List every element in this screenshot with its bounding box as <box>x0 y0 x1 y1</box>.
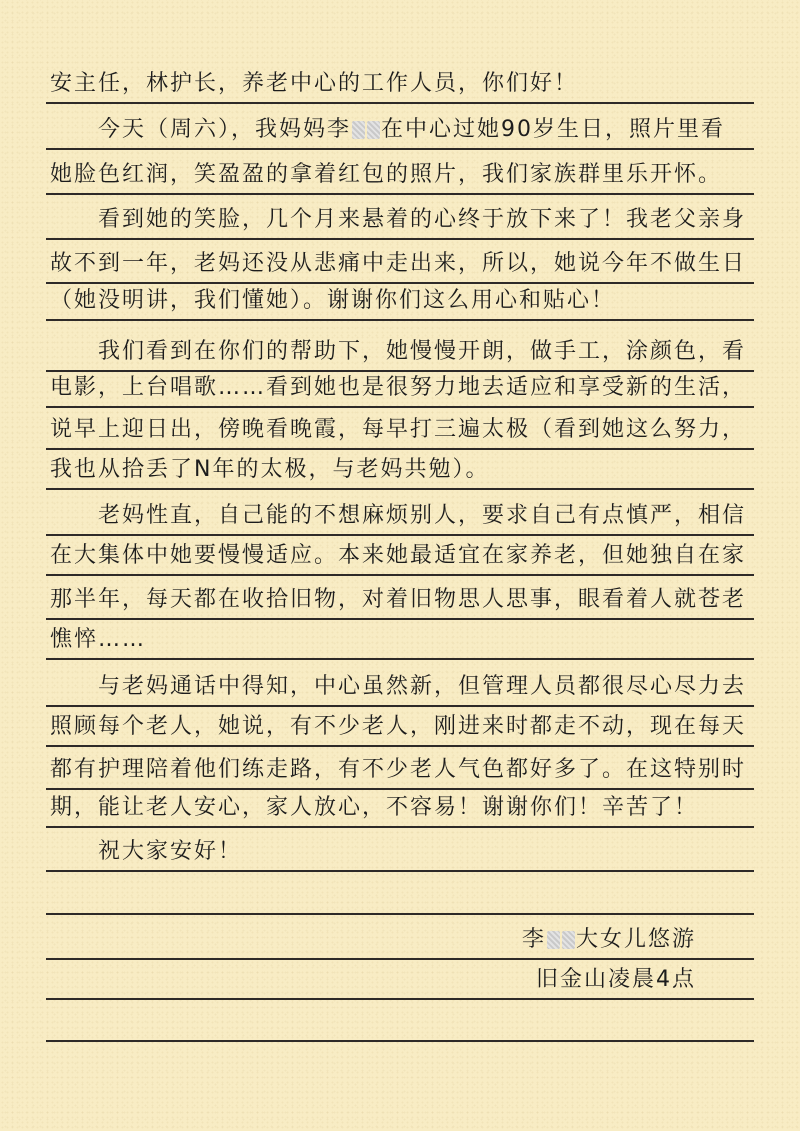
signature <box>522 927 696 953</box>
letter-line <box>46 830 754 872</box>
letter-line-blank <box>46 1000 754 1042</box>
line-text-before: 今天（周六），我妈妈李 <box>98 117 352 142</box>
letter-line <box>46 408 754 450</box>
line-text: 老妈性直，自己能的不想麻烦别人，要求自己有点慎严，相信 <box>98 503 747 528</box>
redacted-name-mark <box>547 931 560 949</box>
letter-line <box>46 618 754 660</box>
line-text: 说早上迎日出，傍晚看晚霞，每早打三遍太极（看到她这么努力， <box>50 417 747 442</box>
letter-line <box>46 242 754 284</box>
letter-line <box>46 786 754 828</box>
closing-wish: 祝大家安好！ <box>98 839 243 864</box>
redacted-name-mark <box>352 121 365 139</box>
greeting: 安主任，林护长，养老中心的工作人员，你们好！ <box>50 71 579 96</box>
letter-line <box>46 918 754 960</box>
line-text <box>98 117 725 143</box>
place-and-time: 旧金山凌晨4点 <box>536 967 696 992</box>
line-text: 看到她的笑脸，几个月来悬着的心终于放下来了！我老父亲身 <box>98 207 747 232</box>
letter-line <box>46 748 754 790</box>
letter-line <box>46 153 754 195</box>
line-text: 与老妈通话中得知，中心虽然新，但管理人员都很尽心尽力去 <box>98 674 747 699</box>
signature-after: 大女儿悠游 <box>576 927 697 952</box>
letter-line <box>46 665 754 707</box>
redacted-name-mark <box>367 121 380 139</box>
letter-line <box>46 578 754 620</box>
line-text: 在大集体中她要慢慢适应。本来她最适宜在家养老，但她独自在家 <box>50 543 747 568</box>
line-text: 那半年，每天都在收拾旧物，对着旧物思人思事，眼看着人就苍老 <box>50 587 747 612</box>
letter-line <box>46 198 754 240</box>
letter-line <box>46 494 754 536</box>
signature-before: 李 <box>522 927 547 952</box>
redacted-name-mark <box>562 931 575 949</box>
letter-line <box>46 534 754 576</box>
line-text: 照顾每个老人，她说，有不少老人，刚进来时都走不动，现在每天 <box>50 714 747 739</box>
line-text: 她脸色红润，笑盈盈的拿着红包的照片，我们家族群里乐开怀。 <box>50 162 723 187</box>
letter-line <box>46 448 754 490</box>
line-text: （她没明讲，我们懂她）。谢谢你们这么用心和贴心！ <box>50 288 616 313</box>
line-text: 期，能让老人安心，家人放心，不容易！谢谢你们！辛苦了！ <box>50 795 699 820</box>
line-text: 我也从拾丢了N年的太极，与老妈共勉）。 <box>50 457 490 482</box>
letter-line <box>46 62 754 104</box>
line-text: 我们看到在你们的帮助下，她慢慢开朗，做手工，涂颜色，看 <box>98 339 747 364</box>
line-text: 电影，上台唱歌……看到她也是很努力地去适应和享受新的生活， <box>50 375 747 400</box>
letter-line <box>46 366 754 408</box>
letter-line <box>46 958 754 1000</box>
letter-line <box>46 108 754 150</box>
line-text-after: 在中心过她90岁生日，照片里看 <box>381 117 726 142</box>
line-text: 故不到一年，老妈还没从悲痛中走出来，所以，她说今年不做生日 <box>50 251 747 276</box>
letter-line <box>46 279 754 321</box>
letter-line <box>46 705 754 747</box>
line-text: 憔悴…… <box>50 627 147 652</box>
line-text: 都有护理陪着他们练走路，有不少老人气色都好多了。在这特别时 <box>50 757 747 782</box>
letter-line-blank <box>46 873 754 915</box>
